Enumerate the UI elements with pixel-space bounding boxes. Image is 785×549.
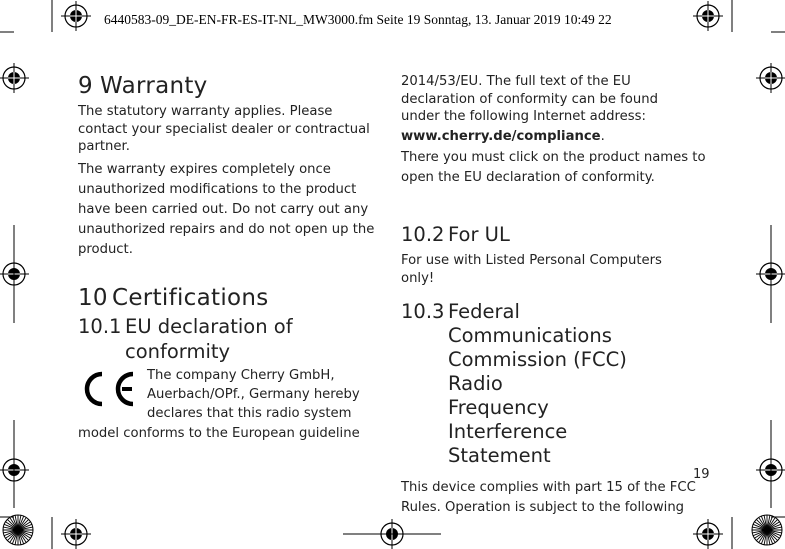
left-column [78, 70, 383, 364]
eu-paragraph-2: There you must click on the product names to open the EU declaration of conformity. [401, 150, 706, 185]
eu-paragraph-line-3: declares that this radio system [147, 406, 352, 421]
heading-warranty [78, 72, 383, 100]
heading-eu-declaration [78, 314, 383, 364]
fcc-paragraph: This device complies with part 15 of the FCC Rules. Operation is subject to the following [401, 480, 696, 515]
url-suffix: . [600, 128, 605, 144]
warranty-paragraph-2: The warranty expires completely once unauthorized modifications to the product have been carried out. Do not carry out any unauthorized repairs and do not open up the product. [78, 161, 375, 257]
heading-number: 10.3 [401, 300, 445, 323]
eu-declaration-paragraph [147, 366, 387, 423]
eu-continued-line-2: declaration of conformity can be found [401, 91, 658, 107]
heading-certifications [78, 284, 383, 312]
eu-continued-line-3: under the following Internet address: [401, 109, 646, 124]
ce-mark-icon [78, 368, 140, 410]
heading-text: Warranty [100, 73, 208, 99]
heading-text: Certifications [112, 284, 269, 311]
eu-paragraph-line-1: The company Cherry GmbH, [147, 368, 335, 383]
ul-paragraph: For use with Listed Personal Computers only! [401, 253, 662, 286]
page-number: 19 [693, 467, 710, 482]
eu-continued-line-1: 2014/53/EU. The full text of the EU [401, 74, 631, 89]
heading-number: 10.2 [401, 223, 445, 246]
fcc-title-line-2: Commission (FCC) Radio [448, 348, 627, 395]
heading-for-ul [401, 222, 711, 247]
heading-text-line-1: EU declaration of [125, 314, 293, 338]
fcc-title-line-1: Federal Communications [448, 300, 612, 347]
compliance-link[interactable]: www.cherry.de/compliance [401, 128, 601, 144]
heading-text: For UL [448, 223, 510, 246]
heading-number: 10 [78, 284, 108, 311]
heading-text-line-2: conformity [125, 339, 231, 363]
ce-mark-label: CE [78, 368, 80, 369]
warranty-paragraph-1: The statutory warranty applies. Please contact your specialist dealer or contractual partner. [78, 104, 370, 154]
eu-paragraph-tail: model conforms to the European guideline [78, 426, 360, 441]
fcc-title-line-3: Frequency Interference [448, 396, 568, 443]
fcc-title-line-4: Statement [448, 444, 551, 467]
heading-number: 9 [78, 73, 93, 99]
right-column [401, 70, 711, 518]
eu-paragraph-line-2: Auerbach/OPf., Germany hereby [147, 387, 360, 402]
eu-url-line [401, 128, 711, 146]
heading-number: 10.1 [78, 314, 122, 338]
print-slug-line: 6440583-09_DE-EN-FR-ES-IT-NL_MW3000.fm Seite 19 Sonntag, 13. Januar 2019 10:49 22 [104, 12, 612, 27]
heading-fcc [401, 300, 711, 468]
